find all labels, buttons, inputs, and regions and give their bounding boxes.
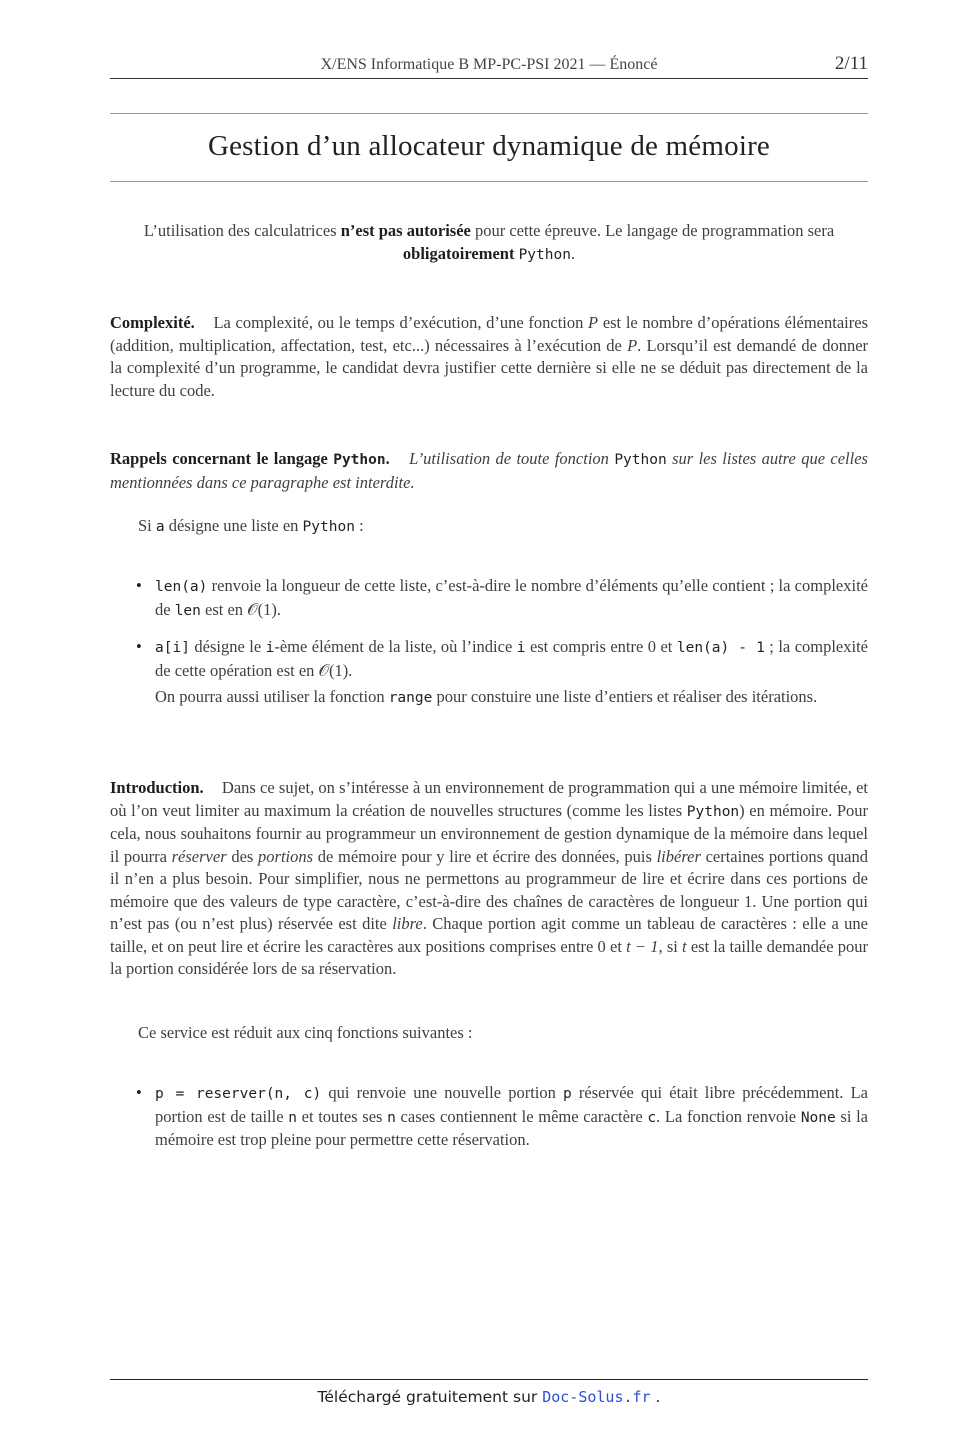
footer: Téléchargé gratuitement sur Doc-Solus.fr . xyxy=(317,1388,661,1406)
title-rule-top xyxy=(110,113,868,114)
complexity-paragraph: Complexité. La complexité, ou le temps d’exécution, d’une fonction P est le nombre d’opérations élémentaires (addition, multiplication, affectation, test, etc...) nécessaires à l’exécution de P. Lorsqu’il est demandé de donner la complexité d’un programme, le candidat devra justifier cette dernière si elle ne se déduit pas directement de la lecture du code. xyxy=(110,313,869,400)
list-operations xyxy=(110,575,868,682)
list-item: • a[i] désigne le i-ème élément de la liste, où l’indice i est compris entre 0 et len(a) - 1 ; la complexité de cette opération est en 𝒪(1). xyxy=(110,636,868,682)
introduction-paragraph: Introduction. Dans ce sujet, on s’intéresse à un environnement de programmation qui a une mémoire limitée, et où l’on veut limiter au maximum la création de nouvelles structures (comme les listes Python) en mémoire. Pour cela, nous souhaitons fournir au programmeur un environnement de gestion dynamique de la mémoire dans lequel il pourra réserver des portions de mémoire pour y lire et écrire des données, puis libérer certaines portions quand il n’en a plus besoin. Pour simplifier, nous ne permettons au programmeur de lire et écrire dans ces portions de mémoire que des valeurs de type caractère, c’est-à-dire des chaînes de caractères de longueur 1. Une portion qui n’est pas (ou n’est plus) réservée est dite libre. Chaque portion agit comme un tableau de caractères : elle a une taille, et on peut lire et écrire les caractères aux positions comprises entre 0 et t − 1, si t est la taille demandée pour la portion considérée lors de sa réservation. xyxy=(110,778,869,978)
python-reminders-paragraph: Rappels concernant le langage Python. L’utilisation de toute fonction Python sur les listes autre que celles mentionnées dans ce paragraphe est interdite. xyxy=(110,449,868,492)
list-definition: Si a désigne une liste en Python : xyxy=(138,516,364,535)
introduction-heading: Introduction. xyxy=(110,778,204,797)
page-number: 2/11 xyxy=(834,53,868,74)
service-intro: Ce service est réduit aux cinq fonctions suivantes : xyxy=(138,1023,473,1042)
footer-rule xyxy=(110,1379,868,1380)
complexity-heading: Complexité. xyxy=(110,313,195,332)
function-list xyxy=(110,1082,868,1152)
running-header: X/ENS Informatique B MP-PC-PSI 2021 — Énoncé xyxy=(320,56,658,73)
page-title: Gestion d’un allocateur dynamique de mémoire xyxy=(207,130,771,162)
calculator-notice: L’utilisation des calculatrices n’est pas autorisée pour cette épreuve. Le langage de programmation sera obligatoirement Python. xyxy=(143,221,835,263)
python-reminders-heading: Rappels concernant le langage Python. xyxy=(110,449,390,468)
list-item: • len(a) renvoie la longueur de cette liste, c’est-à-dire le nombre d’éléments qu’elle contient ; la complexité de len est en 𝒪(1). xyxy=(110,575,868,622)
range-note: On pourra aussi utiliser la fonction range pour constuire une liste d’entiers et réaliser des itérations. xyxy=(155,687,818,706)
list-item: • p = reserver(n, c) qui renvoie une nouvelle portion p réservée qui était libre précédemment. La portion est de taille n et toutes ses n cases contiennent le même caractère c. La fonction renvoie None si la mémoire est trop pleine pour permettre cette réservation. xyxy=(110,1082,868,1152)
doc-solus-link[interactable]: Doc-Solus.fr xyxy=(542,1388,651,1406)
title-rule-bottom xyxy=(110,181,868,182)
header-rule xyxy=(110,78,868,79)
